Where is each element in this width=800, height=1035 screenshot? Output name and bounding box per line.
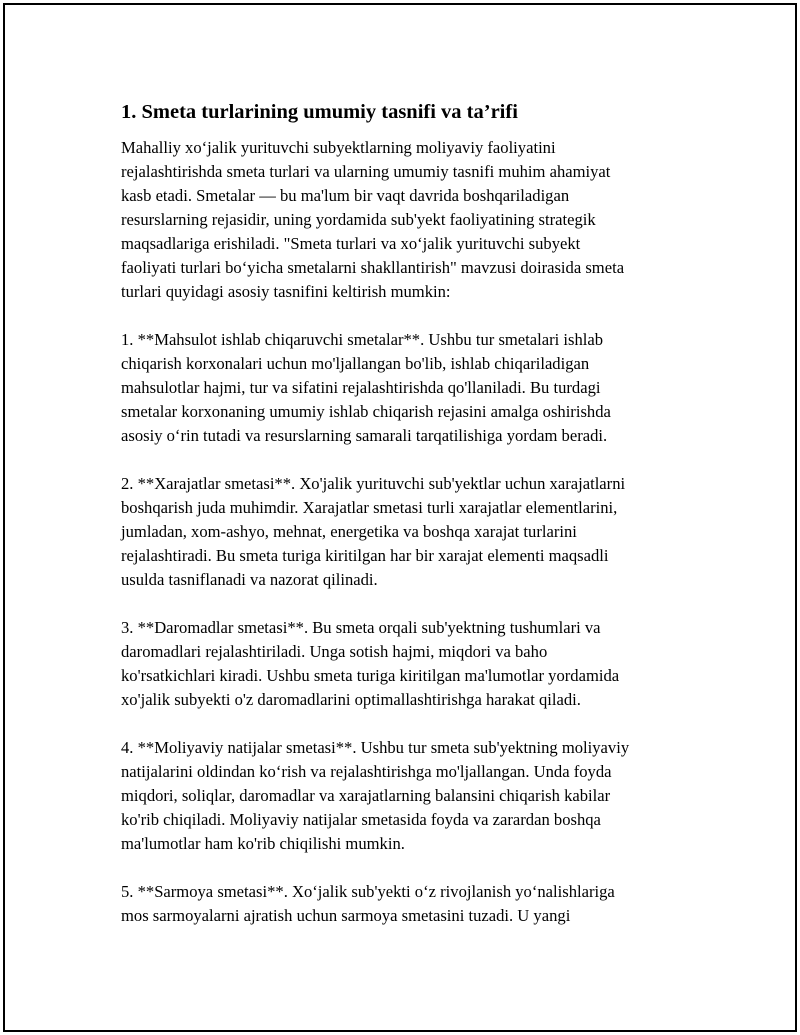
list-item-income-budget: 3. **Daromadlar smetasi**. Bu smeta orqali sub'yektning tushumlari va daromadlari rejalashtiriladi. Unga sotish hajmi, miqdori va baho ko'rsatkichlari kiradi. Ushbu smeta turiga kiritilgan ma'lumotlar yordamida xo'jalik subyekti o'z daromadlarini optimallashtirishga harakat qiladi. bbox=[121, 618, 620, 709]
list-item-financial-results-budget: 4. **Moliyaviy natijalar smetasi**. Ushbu tur smeta sub'yektning moliyaviy natijalarini oldindan ko‘rish va rejalashtirishga mo'ljallangan. Unda foyda miqdori, soliqlar, daromadlar va xarajatlarning balansini chiqarish kabilar ko'rib chiqiladi. Moliyaviy natijalar smetasida foyda va zarardan boshqa ma'lumotlar ham ko'rib chiqilishi mumkin. bbox=[121, 738, 630, 853]
intro-paragraph: Mahalliy xo‘jalik yurituvchi subyektlarning moliyaviy faoliyatini rejalashtirishda smeta turlari va ularning umumiy tasnifi muhim ahamiyat kasb etadi. Smetalar — bu ma'lum bir vaqt davrida boshqariladigan resurslarning rejasidir, uning yordamida sub'yekt faoliyatining strategik maqsadlariga erishiladi. "Smeta turlari va xo‘jalik yurituvchi subyekt faoliyati turlari bo‘yicha smetalarni shakllantirish" mavzusi doirasida smeta turlari quyidagi asosiy tasnifini keltirish mumkin: bbox=[121, 138, 625, 301]
list-item-production-budgets: 1. **Mahsulot ishlab chiqaruvchi smetalar**. Ushbu tur smetalari ishlab chiqarish korxonalari uchun mo'ljallangan bo'lib, ishlab chiqariladigan mahsulotlar hajmi, tur va sifatini rejalashtirishda qo'llaniladi. Bu turdagi smetalar korxonaning umumiy ishlab chiqarish rejasini amalga oshirishda asosiy o‘rin tutadi va resurslarning samarali tarqatilishiga yordam beradi. bbox=[121, 330, 611, 445]
document-page bbox=[3, 3, 797, 1032]
list-item-expense-budget: 2. **Xarajatlar smetasi**. Xo'jalik yurituvchi sub'yektlar uchun xarajatlarni boshqarish juda muhimdir. Xarajatlar smetasi turli xarajatlar elementlarini, jumladan, xom-ashyo, mehnat, energetika va boshqa xarajat turlarini rejalashtiradi. Bu smeta turiga kiritilgan har bir xarajat elementi maqsadli usulda tasniflanadi va nazorat qilinadi. bbox=[121, 474, 626, 589]
section-title: 1. Smeta turlarining umumiy tasnifi va ta’rifi bbox=[121, 101, 518, 123]
document-content bbox=[121, 99, 705, 952]
list-item-investment-budget: 5. **Sarmoya smetasi**. Xo‘jalik sub'yekti o‘z rivojlanish yo‘nalishlariga mos sarmoyalarni ajratish uchun sarmoya smetasini tuzadi. U yangi bbox=[121, 882, 615, 925]
